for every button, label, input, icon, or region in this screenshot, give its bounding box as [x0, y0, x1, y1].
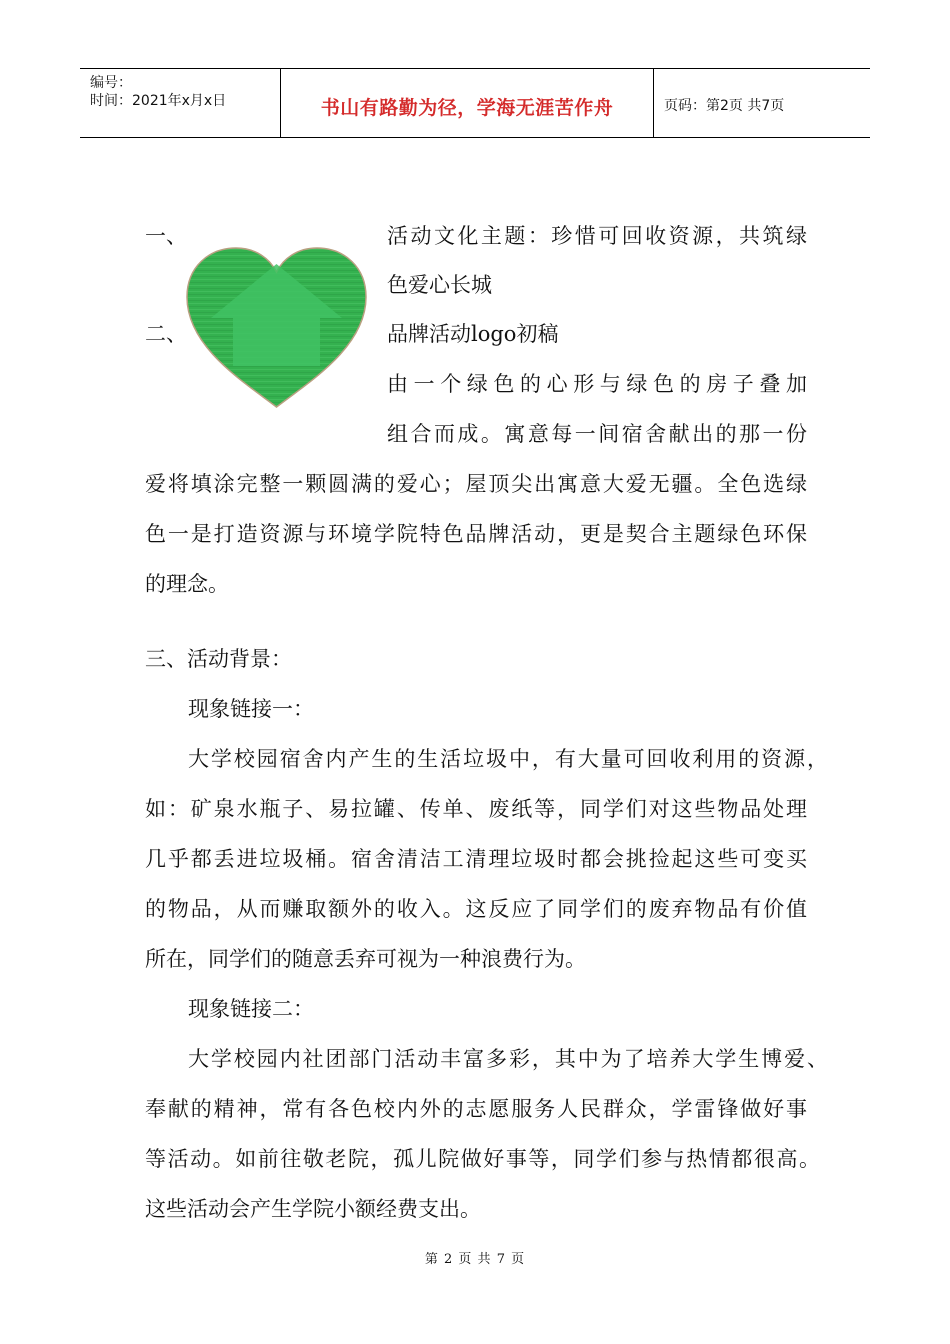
- section-2-line-4: 色一是打造资源与环境学院特色品牌活动，更是契合主题绿色环保: [145, 522, 807, 546]
- page-footer: 第 2 页 共 7 页: [424, 1252, 526, 1267]
- section-2-line-3: 爱将填涂完整一颗圆满的爱心；屋顶尖出寓意大爱无疆。全色选绿: [145, 472, 807, 496]
- section-2-number: 二、: [145, 322, 187, 346]
- section-3-title: 三、活动背景：: [145, 647, 292, 671]
- section-1-number: 一、: [145, 224, 187, 248]
- motto-text: 书山有路勤为径，学海无涯苦作舟: [320, 97, 614, 119]
- phenomenon-1-line-4: 的物品，从而赚取额外的收入。这反应了同学们的废弃物品有价值: [145, 897, 807, 921]
- section-2-line-2: 组合而成。寓意每一间宿舍献出的那一份: [387, 422, 807, 446]
- phenomenon-2-line-4: 这些活动会产生学院小额经费支出。: [145, 1197, 481, 1221]
- section-2-title: 品牌活动logo初稿: [387, 322, 559, 346]
- phenomenon-1-line-2: 如：矿泉水瓶子、易拉罐、传单、废纸等，同学们对这些物品处理: [145, 797, 807, 821]
- section-2-line-5: 的理念。: [145, 572, 229, 596]
- serial-label: 编号：: [90, 75, 132, 91]
- header-meta-cell: [80, 69, 281, 137]
- phenomenon-1-line-1: 大学校园宿舍内产生的生活垃圾中，有大量可回收利用的资源，: [188, 747, 828, 771]
- phenomenon-2-line-2: 奉献的精神，常有各色校内外的志愿服务人民群众，学雷锋做好事: [145, 1097, 807, 1121]
- phenomenon-1-line-3: 几乎都丢进垃圾桶。宿舍清洁工清理垃圾时都会挑捡起这些可变买: [145, 847, 807, 871]
- phenomenon-2-line-1: 大学校园内社团部门活动丰富多彩，其中为了培养大学生博爱、: [188, 1047, 828, 1071]
- page-info: 页码：第2页 共7页: [664, 98, 785, 114]
- phenomenon-2-line-3: 等活动。如前往敬老院，孤儿院做好事等，同学们参与热情都很高。: [145, 1147, 820, 1171]
- phenomenon-1-line-5: 所在，同学们的随意丢弃可视为一种浪费行为。: [145, 947, 586, 971]
- green-heart-house-logo-icon: [184, 242, 369, 410]
- header-page-cell: [654, 69, 870, 137]
- section-1-line-1: 活动文化主题：珍惜可回收资源，共筑绿: [387, 224, 807, 248]
- phenomenon-1-title: 现象链接一：: [188, 697, 314, 721]
- header-motto-cell: [281, 69, 654, 137]
- page-header: [80, 68, 870, 138]
- section-1-line-2: 色爱心长城: [387, 273, 492, 297]
- section-2-line-1: 由一个绿色的心形与绿色的房子叠加: [387, 372, 807, 396]
- date-label: 时间：2021年x月x日: [90, 93, 227, 109]
- phenomenon-2-title: 现象链接二：: [188, 997, 314, 1021]
